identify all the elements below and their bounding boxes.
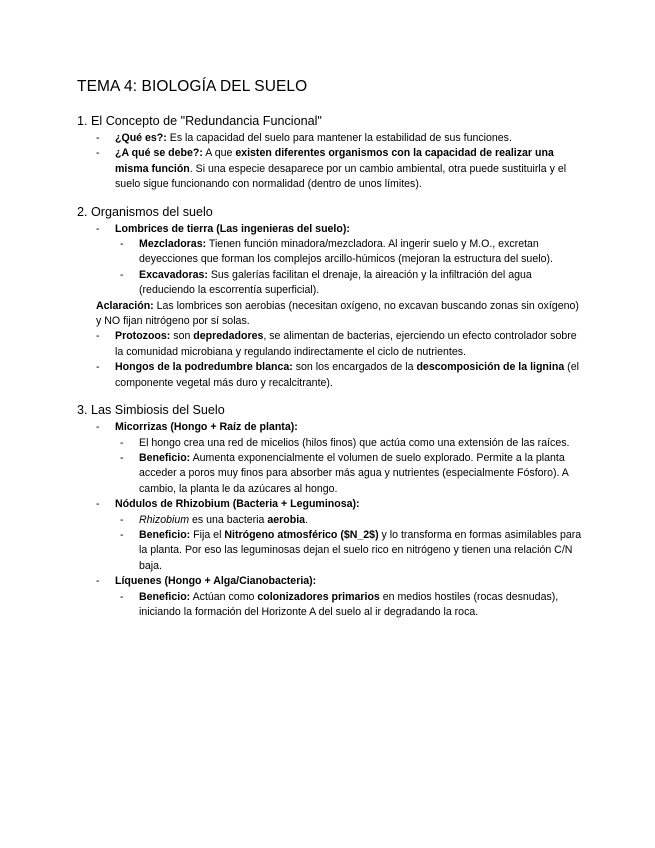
bullet-marker: -: [120, 238, 124, 251]
note-text: Las lombrices son aerobias (necesitan oxígeno, no excavan buscando zonas sin oxígeno) y NO fijan nitrógeno por sí solas.: [96, 299, 579, 328]
item-text: , se alimentan de bacterias, ejerciendo un efecto controlador sobre la comunidad microbiana y regulando indirectamente el ciclo de nutrientes.: [115, 330, 577, 358]
bullet-marker: -: [96, 498, 100, 511]
item-term: Lombrices de tierra (Las ingenieras del suelo):: [115, 222, 350, 235]
list-item: [77, 329, 582, 360]
bullet-marker: -: [96, 147, 100, 160]
item-italic: Rhizobium: [139, 513, 190, 526]
list-item: [77, 131, 582, 146]
section-heading: 2. Organismos del suelo: [77, 204, 213, 219]
item-emphasis: aerobia: [267, 513, 306, 526]
bullet-marker: -: [120, 436, 124, 449]
item-term: ¿A qué se debe?:: [115, 147, 203, 160]
item-emphasis: descomposición de la lignina: [416, 361, 565, 374]
item-term: ¿Qué es?:: [115, 132, 167, 144]
section-redundancia: [77, 114, 582, 193]
bullet-marker: -: [96, 222, 100, 235]
item-text: Actúan como: [190, 590, 258, 603]
note-paragraph: [77, 299, 582, 330]
item-text: (el componente vegetal más duro y recalcitrante).: [115, 361, 579, 389]
list-item: [77, 360, 582, 391]
sub-list-item: [77, 268, 582, 299]
bullet-marker: -: [120, 268, 124, 281]
bullet-marker: -: [120, 451, 124, 464]
item-term: Beneficio:: [139, 590, 191, 603]
section-simbiosis: [77, 403, 582, 620]
item-text: Tienen función minadora/mezcladora. Al ingerir suelo y M.O., excretan deyecciones que forman los complejos arcillo-húmicos (mejoran la estructura del suelo).: [139, 238, 553, 266]
item-text: son: [170, 330, 194, 343]
list-item: [77, 420, 582, 435]
bullet-marker: -: [120, 513, 124, 526]
section-heading: 3. Las Simbiosis del Suelo: [77, 403, 225, 418]
item-emphasis: depredadores: [193, 330, 264, 343]
bullet-marker: -: [96, 575, 100, 588]
item-term: Excavadoras:: [139, 268, 208, 281]
item-term: Nódulos de Rhizobium (Bacteria + Leguminosa):: [115, 498, 360, 511]
item-text: Fija el: [190, 528, 225, 541]
bullet-marker: -: [120, 590, 124, 603]
list-item: [77, 574, 582, 589]
item-text: . Si una especie desaparece por un cambio ambiental, otra puede sustituirla y el suelo sigue funcionando con normalidad (dentro de unos límites).: [115, 162, 567, 191]
item-term: Protozoos:: [115, 330, 171, 343]
item-emphasis: Nitrógeno atmosférico ($N_2$): [224, 528, 379, 541]
sub-list-item: [77, 451, 582, 497]
item-term: Líquenes (Hongo + Alga/Cianobacteria):: [115, 575, 317, 588]
item-term: Mezcladoras:: [139, 238, 207, 251]
item-text: es una bacteria: [189, 513, 268, 526]
item-text: son los encargados de la: [292, 361, 417, 374]
item-emphasis: existen diferentes organismos con la capacidad de realizar una misma función: [115, 147, 554, 175]
item-term: Micorrizas (Hongo + Raíz de planta):: [115, 421, 298, 434]
sub-list-item: [77, 590, 582, 621]
item-term: Hongos de la podredumbre blanca:: [115, 361, 293, 374]
document-title: TEMA 4: BIOLOGÍA DEL SUELO: [77, 78, 308, 95]
bullet-marker: -: [96, 330, 100, 343]
bullet-marker: -: [120, 528, 124, 541]
item-term: Beneficio:: [139, 528, 191, 541]
item-emphasis: colonizadores primarios: [257, 590, 380, 603]
item-text: Aumenta exponencialmente el volumen de suelo explorado. Permite a la planta acceder a poros muy finos para absorber más agua y nutrientes (especialmente Fósforo). A cambio, la planta le da azúcares al hongo.: [139, 451, 569, 495]
item-text: El hongo crea una red de micelios (hilos finos) que actúa como una extensión de las raíces.: [139, 436, 570, 449]
item-text: .: [305, 513, 309, 526]
sub-list-item: [77, 513, 582, 528]
item-text: Sus galerías facilitan el drenaje, la aireación y la infiltración del agua (reduciendo la escorrentía superficial).: [139, 268, 532, 297]
list-item: [77, 497, 582, 512]
bullet-marker: -: [96, 421, 100, 434]
sub-list-item: [77, 436, 582, 451]
item-text: Es la capacidad del suelo para mantener la estabilidad de sus funciones.: [166, 132, 512, 144]
item-text: A que: [202, 147, 236, 160]
list-item: [77, 146, 582, 192]
item-text: y lo transforma en formas asimilables para la planta. Por eso las leguminosas dejan el suelo rico en nitrógeno y tienen una relación C/N baja.: [139, 528, 582, 572]
bullet-marker: -: [96, 361, 100, 374]
document-page: [77, 78, 582, 632]
item-text: en medios hostiles (rocas desnudas), iniciando la formación del Horizonte A del suelo al ir degradando la roca.: [139, 590, 559, 618]
section-heading: 1. El Concepto de "Redundancia Funcional": [77, 114, 322, 128]
section-organismos: [77, 205, 582, 391]
sub-list-item: [77, 237, 582, 268]
item-term: Beneficio:: [139, 451, 191, 464]
sub-list-item: [77, 528, 582, 574]
bullet-marker: -: [96, 132, 100, 144]
list-item: [77, 222, 582, 237]
note-term: Aclaración:: [96, 299, 154, 312]
